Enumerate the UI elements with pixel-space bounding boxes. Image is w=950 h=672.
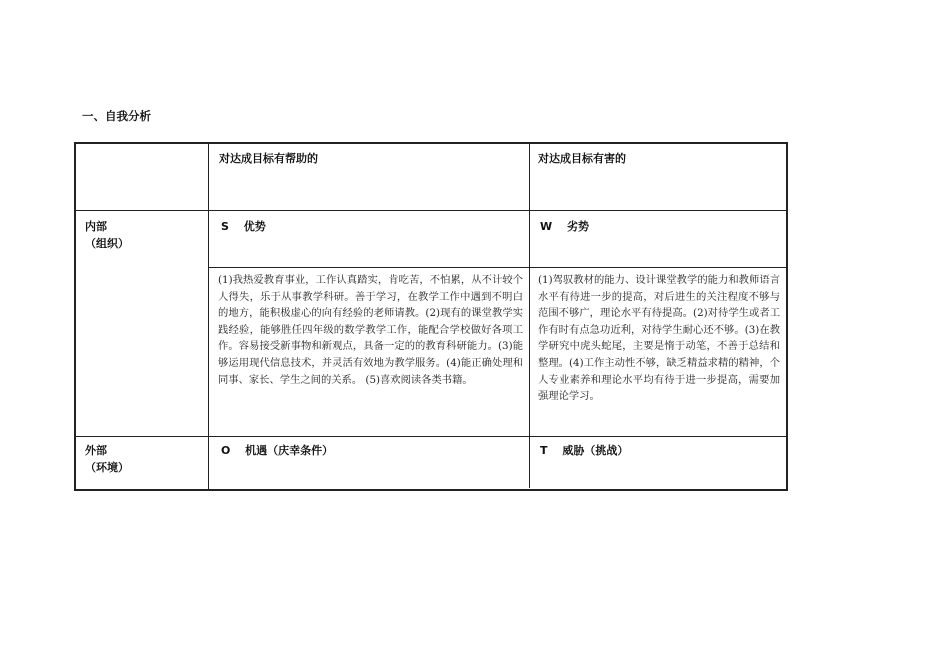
table-bottom-border bbox=[74, 489, 788, 491]
external-label-line2: （环境） bbox=[85, 461, 129, 474]
weakness-text bbox=[538, 272, 780, 405]
internal-label-line2: （组织） bbox=[85, 237, 129, 250]
weakness-heading: W 劣势 bbox=[540, 220, 589, 233]
opportunity-heading: O 机遇（庆幸条件） bbox=[221, 444, 334, 457]
table-right-border bbox=[786, 142, 788, 491]
threat-heading: T 威胁（挑战） bbox=[540, 444, 629, 457]
row-divider-header bbox=[74, 210, 788, 211]
external-label-line1: 外部 bbox=[85, 444, 107, 457]
swot-table bbox=[74, 142, 788, 491]
strength-heading: S 优势 bbox=[221, 220, 266, 233]
weakness-paragraph: (1)驾驭教材的能力、设计课堂教学的能力和教师语言水平有待进一步的提高，对后进生的关注程度不够与范围不够广，理论水平有待提高。(2)对待学生或者工作有时有点急功近利，对待学生耐心还不够。(3)在教学研究中虎头蛇尾，主要是惰于动笔，不善于总结和整理。(4)工作主动性不够，缺乏精益求精的精神，个人专业素养和理论水平均有待于进一步提高，需要加强理论学习。 bbox=[538, 274, 780, 403]
internal-label bbox=[85, 218, 129, 252]
table-top-border bbox=[74, 142, 788, 144]
row-divider-internal bbox=[74, 436, 788, 437]
header-helpful: 对达成目标有帮助的 bbox=[219, 152, 318, 165]
external-label bbox=[85, 442, 129, 476]
header-harmful: 对达成目标有害的 bbox=[538, 152, 626, 165]
section-title: 一、自我分析 bbox=[82, 109, 151, 123]
column-divider-1 bbox=[208, 142, 209, 491]
row-divider-swot-heading bbox=[209, 267, 787, 268]
strength-paragraph: (1)我热爱教育事业，工作认真踏实，肯吃苦，不怕累，从不计较个人得失，乐于从事教学科研。善于学习，在教学工作中遇到不明白的地方，能积极虚心的向有经验的老师请教。(2)现有的课堂教学实践经验，能够胜任四年级的数学教学工作，能配合学校做好各项工作。容易接受新事物和新观点，具备一定的的教育科研能力。(3)能够运用现代信息技术，并灵活有效地为教学服务。(4)能正确处理和同事、家长、学生之间的关系。 (5)喜欢阅读各类书籍。 bbox=[218, 274, 523, 386]
table-left-border bbox=[74, 142, 76, 491]
internal-label-line1: 内部 bbox=[85, 220, 107, 233]
strength-text bbox=[218, 272, 523, 388]
